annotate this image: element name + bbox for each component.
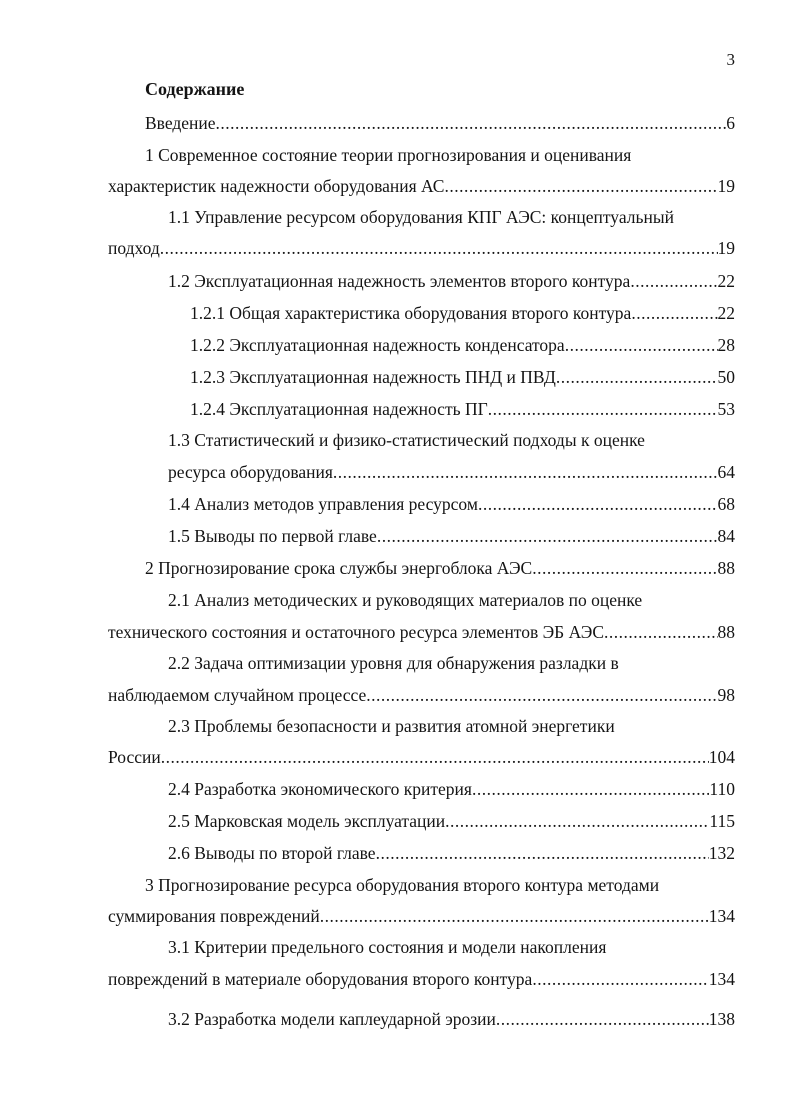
- toc-entry-page: 84: [717, 526, 735, 546]
- toc-entry-title: 2.1 Анализ методических и руководящих материалов по оценке: [168, 590, 643, 610]
- toc-entry-1-2-4: [108, 398, 735, 420]
- toc-entry-page: 50: [717, 367, 735, 387]
- toc-entry-title: Введение: [145, 113, 216, 133]
- toc-entry-1-1: [108, 206, 735, 228]
- toc-leader-dots: [496, 1008, 709, 1030]
- toc-entry-2-1: [108, 589, 735, 611]
- toc-entry-3-1-cont: [108, 968, 735, 990]
- toc-entry-page: 134: [708, 969, 735, 989]
- toc-entry-page: 132: [708, 843, 735, 863]
- toc-entry-title: ресурса оборудования: [168, 462, 333, 482]
- toc-leader-dots: [565, 334, 718, 356]
- toc-entry-title: 1.2.2 Эксплуатационная надежность конденсатора: [190, 335, 565, 355]
- toc-entry-3-2: [108, 1008, 735, 1030]
- toc-entry-page: 22: [717, 271, 735, 291]
- toc-entry-page: 110: [709, 779, 735, 799]
- toc-entry-page: 22: [717, 303, 735, 323]
- toc-leader-dots: [478, 493, 718, 515]
- toc-entry-title: подход: [108, 238, 160, 258]
- toc-entry-1-5: [108, 525, 735, 547]
- toc-entry-2-3: [108, 715, 735, 737]
- toc-entry-title: наблюдаемом случайном процессе: [108, 685, 367, 705]
- toc-entry-page: 68: [717, 494, 735, 514]
- toc-leader-dots: [160, 237, 718, 259]
- toc-entry-2-2: [108, 652, 735, 674]
- toc-entry-page: 53: [717, 399, 735, 419]
- page-number: 3: [726, 50, 735, 69]
- toc-entry-chapter-1: [108, 144, 735, 166]
- toc-entry-2-6: [108, 842, 735, 864]
- toc-entry-1-2-3: [108, 366, 735, 388]
- toc-entry-page: 6: [726, 113, 735, 133]
- toc-leader-dots: [532, 557, 717, 579]
- toc-leader-dots: [161, 746, 709, 768]
- toc-entry-2-5: [108, 810, 735, 832]
- toc-entry-title: повреждений в материале оборудования второго контура: [108, 969, 533, 989]
- toc-entry-2-2-cont: [108, 684, 735, 706]
- toc-entry-page: 19: [717, 176, 735, 196]
- toc-entry-1-3-cont: [108, 461, 735, 483]
- toc-entry-title: 2 Прогнозирование срока службы энергоблока АЭС: [145, 558, 533, 578]
- toc-entry-3-1: [108, 936, 735, 958]
- toc-entry-title: 3 Прогнозирование ресурса оборудования второго контура методами: [145, 875, 660, 895]
- toc-entry-chapter-3: [108, 874, 735, 896]
- toc-entry-title: 1.5 Выводы по первой главе: [168, 526, 377, 546]
- toc-leader-dots: [366, 684, 717, 706]
- toc-leader-dots: [376, 842, 709, 864]
- toc-entry-1-2-2: [108, 334, 735, 356]
- toc-entry-1-2: [108, 270, 735, 292]
- toc-leader-dots: [333, 461, 718, 483]
- toc-entry-title: 1.4 Анализ методов управления ресурсом: [168, 494, 478, 514]
- toc-entry-page: 19: [717, 238, 735, 258]
- toc-entry-page: 28: [717, 335, 735, 355]
- toc-leader-dots: [556, 366, 718, 388]
- toc-entry-chapter-2: [108, 557, 735, 579]
- toc-leader-dots: [604, 621, 717, 643]
- toc-entry-title: 1.1 Управление ресурсом оборудования КПГ АЭС: концептуальный: [168, 207, 674, 227]
- toc-leader-dots: [377, 525, 718, 547]
- toc-entry-title: 3.2 Разработка модели каплеударной эрозии: [168, 1009, 496, 1029]
- toc-entry-2-1-cont: [108, 621, 735, 643]
- toc-entry-title: 3.1 Критерии предельного состояния и модели накопления: [168, 937, 607, 957]
- toc-leader-dots: [444, 175, 717, 197]
- toc-entry-page: 104: [708, 747, 735, 767]
- toc-leader-dots: [532, 968, 708, 990]
- toc-entry-2-4: [108, 778, 735, 800]
- toc-leader-dots: [445, 810, 709, 832]
- toc-leader-dots: [630, 270, 717, 292]
- toc-entry-2-3-cont: [108, 746, 735, 768]
- toc-leader-dots: [216, 112, 727, 134]
- toc-entry-chapter-1-cont: [108, 175, 735, 197]
- toc-entry-introduction: [108, 112, 735, 134]
- toc-entry-page: 138: [708, 1009, 735, 1029]
- toc-leader-dots: [488, 398, 718, 420]
- toc-entry-page: 64: [717, 462, 735, 482]
- toc-entry-chapter-3-cont: [108, 905, 735, 927]
- toc-leader-dots: [631, 302, 717, 324]
- toc-entry-page: 115: [709, 811, 735, 831]
- toc-entry-1-3: [108, 429, 735, 451]
- toc-entry-title: 2.2 Задача оптимизации уровня для обнаружения разладки в: [168, 653, 619, 673]
- toc-entry-title: 2.3 Проблемы безопасности и развития атомной энергетики: [168, 716, 615, 736]
- toc-entry-title: России: [108, 747, 161, 767]
- toc-entry-title: 1.2 Эксплуатационная надежность элементов второго контура: [168, 271, 631, 291]
- toc-entry-1-1-cont: [108, 237, 735, 259]
- toc-leader-dots: [472, 778, 709, 800]
- toc-entry-page: 98: [717, 685, 735, 705]
- toc-entry-title: технического состояния и остаточного ресурса элементов ЭБ АЭС: [108, 622, 605, 642]
- toc-entry-title: суммирования повреждений: [108, 906, 320, 926]
- toc-entry-1-4: [108, 493, 735, 515]
- toc-entry-title: 1.3 Статистический и физико-статистический подходы к оценке: [168, 430, 645, 450]
- toc-entry-title: 2.4 Разработка экономического критерия: [168, 779, 472, 799]
- toc-entry-title: 1.2.4 Эксплуатационная надежность ПГ: [190, 399, 488, 419]
- toc-leader-dots: [320, 905, 709, 927]
- toc-entry-title: характеристик надежности оборудования АС: [108, 176, 445, 196]
- toc-entry-title: 1.2.3 Эксплуатационная надежность ПНД и ПВД: [190, 367, 556, 387]
- toc-entry-title: 2.6 Выводы по второй главе: [168, 843, 376, 863]
- toc-entry-page: 88: [717, 558, 735, 578]
- toc-entry-title: 2.5 Марковская модель эксплуатации: [168, 811, 446, 831]
- toc-heading: Содержание: [145, 79, 245, 99]
- toc-entry-1-2-1: [108, 302, 735, 324]
- toc-entry-page: 134: [708, 906, 735, 926]
- toc-entry-page: 88: [717, 622, 735, 642]
- toc-entry-title: 1.2.1 Общая характеристика оборудования второго контура: [190, 303, 632, 323]
- toc-entry-title: 1 Современное состояние теории прогнозирования и оценивания: [145, 145, 632, 165]
